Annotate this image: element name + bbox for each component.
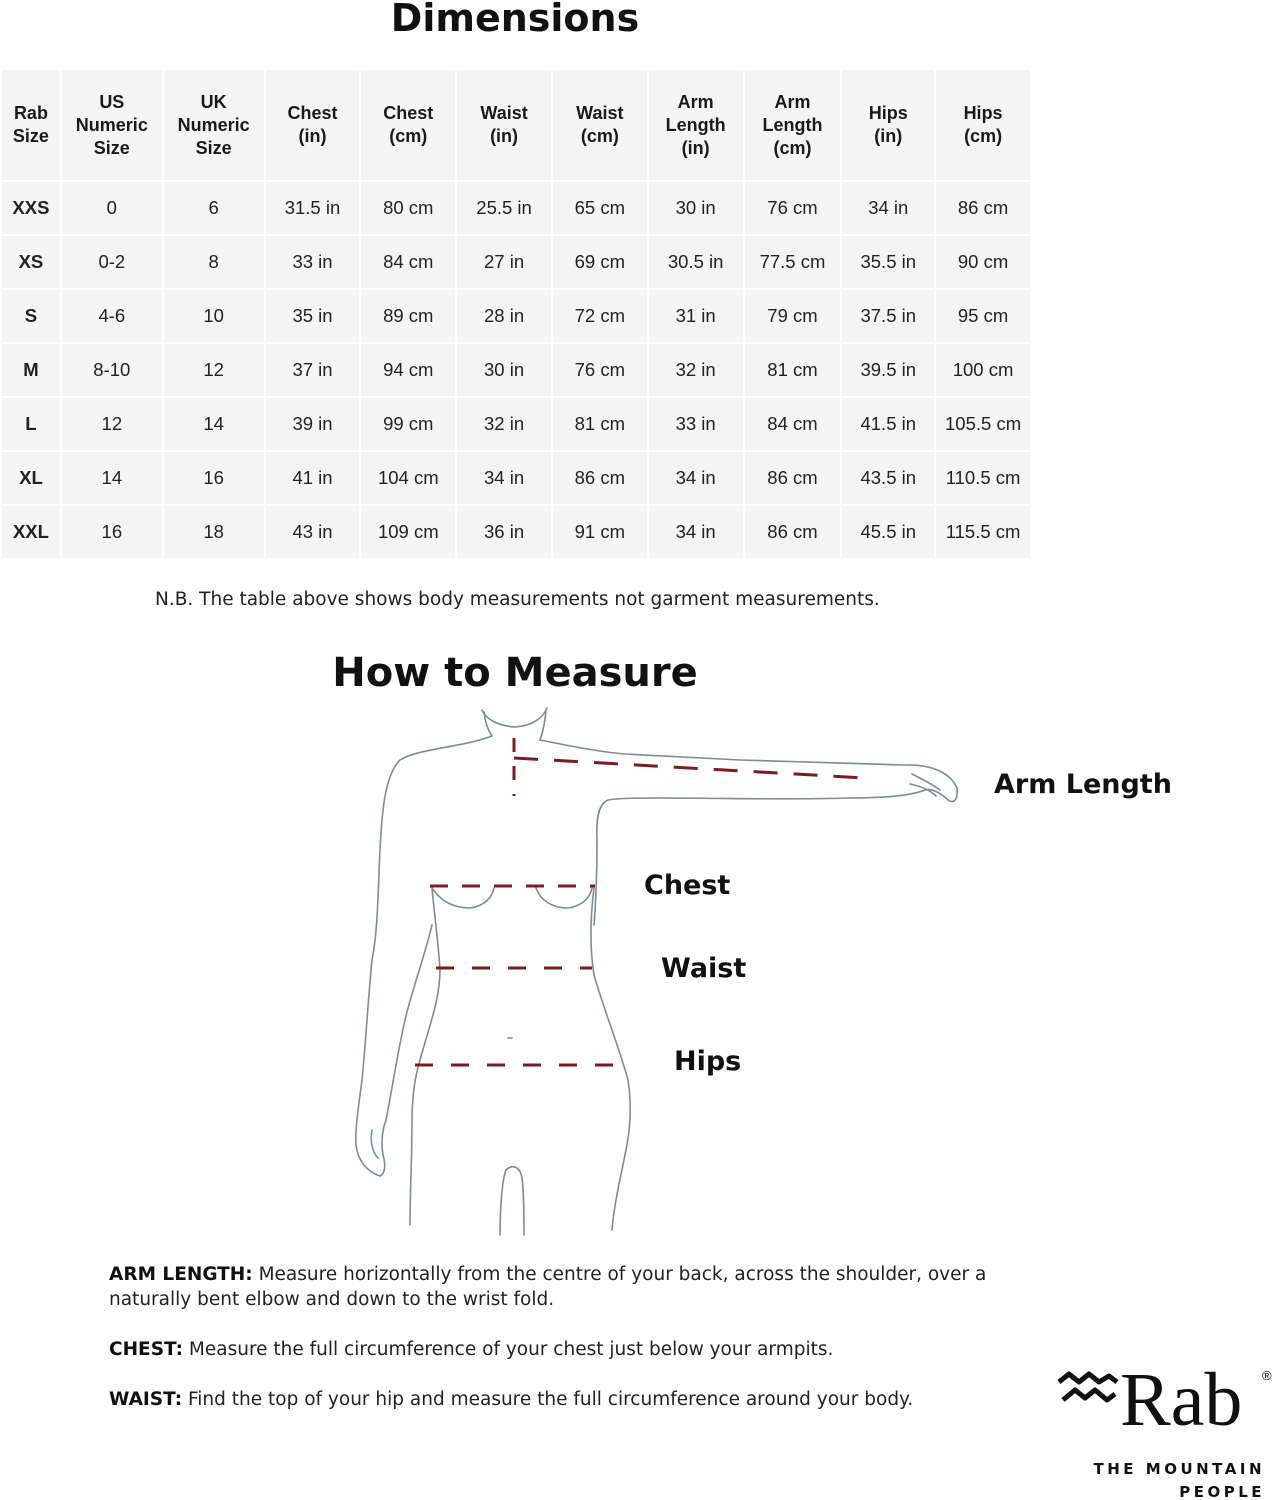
header-text: (in) — [681, 137, 710, 158]
table-cell: 43.5 in — [842, 452, 934, 504]
mountain-icon — [1059, 1374, 1117, 1382]
size-cell: XXS — [2, 182, 60, 234]
right-hand-finger1 — [912, 774, 940, 790]
measure-lines — [415, 738, 865, 1065]
header-text: Waist — [576, 103, 624, 123]
instruction-term: ARM LENGTH: — [109, 1264, 253, 1285]
table-cell: 31.5 in — [266, 182, 360, 234]
header-text: (in) — [490, 126, 519, 146]
instruction-text: Measure the full circumference of your chest just below your armpits. — [183, 1339, 834, 1360]
tagline-line-1: THE MOUNTAIN — [1093, 1460, 1265, 1478]
header-text: (in) — [874, 126, 903, 146]
measurement-note: N.B. The table above shows body measurements not garment measurements. — [155, 589, 880, 610]
table-cell: 12 — [164, 344, 264, 396]
column-header — [62, 70, 162, 180]
table-cell: 41.5 in — [842, 398, 934, 450]
table-cell: 35.5 in — [842, 236, 934, 288]
header-text: (in) — [298, 126, 327, 146]
inner-legs — [500, 1167, 524, 1235]
table-cell: 16 — [164, 452, 264, 504]
table-cell: 16 — [62, 506, 162, 558]
table-cell: 10 — [164, 290, 264, 342]
table-cell: 45.5 in — [842, 506, 934, 558]
table-cell: 104 cm — [361, 452, 455, 504]
table-cell: 8 — [164, 236, 264, 288]
brand-tagline — [1079, 1458, 1265, 1500]
header-text: Hips — [868, 103, 908, 123]
tagline-line-2: PEOPLE — [1179, 1483, 1265, 1500]
column-header — [745, 70, 841, 180]
header-text: Waist — [480, 103, 528, 123]
page-title: Dimensions — [390, 0, 640, 40]
table-cell: 14 — [62, 452, 162, 504]
header-text: Arm — [774, 91, 811, 112]
table-cell: 76 cm — [745, 182, 841, 234]
table-cell: 30 in — [457, 344, 551, 396]
header-text: Length — [762, 114, 823, 135]
table-cell: 34 in — [649, 506, 743, 558]
table-cell: 36 in — [457, 506, 551, 558]
chest-label: Chest — [644, 870, 731, 901]
header-text: Arm — [677, 91, 714, 112]
torso-left-side — [410, 888, 440, 1225]
table-cell: 86 cm — [936, 182, 1030, 234]
table-cell: 115.5 cm — [936, 506, 1030, 558]
table-cell: 35 in — [266, 290, 360, 342]
table-row — [2, 506, 1030, 558]
mountain-icon-lower — [1063, 1390, 1115, 1400]
table-cell: 77.5 cm — [745, 236, 841, 288]
size-cell: XL — [2, 452, 60, 504]
header-text: Numeric — [177, 114, 250, 135]
instruction-term: WAIST: — [109, 1389, 183, 1410]
body-measure-figure — [0, 700, 1000, 1240]
table-row — [2, 398, 1030, 450]
table-cell: 18 — [164, 506, 264, 558]
table-cell: 28 in — [457, 290, 551, 342]
table-cell: 6 — [164, 182, 264, 234]
header-text: US — [99, 91, 125, 112]
header-text: Rab — [13, 103, 48, 123]
table-row — [2, 182, 1030, 234]
table-cell: 39 in — [266, 398, 360, 450]
table-row — [2, 452, 1030, 504]
neck-left-line — [484, 712, 492, 736]
bust-left — [432, 888, 494, 908]
hips-label: Hips — [674, 1046, 742, 1077]
table-cell: 89 cm — [361, 290, 455, 342]
right-arm-lower-outline — [594, 790, 925, 925]
column-header — [936, 70, 1030, 180]
header-text: (cm) — [773, 137, 812, 158]
column-header — [266, 70, 360, 180]
header-text: Numeric — [75, 114, 148, 135]
table-cell: 105.5 cm — [936, 398, 1030, 450]
table-cell: 86 cm — [745, 452, 841, 504]
table-cell: 30.5 in — [649, 236, 743, 288]
instruction-waist — [109, 1387, 1009, 1412]
size-cell: L — [2, 398, 60, 450]
table-cell: 4-6 — [62, 290, 162, 342]
header-text: Length — [665, 114, 726, 135]
table-cell: 72 cm — [553, 290, 647, 342]
table-cell: 27 in — [457, 236, 551, 288]
arm-length-dash — [514, 758, 865, 778]
left-arm-outline — [356, 736, 492, 1176]
header-text: (cm) — [389, 126, 428, 146]
header-text: Chest — [287, 103, 338, 123]
table-cell: 34 in — [457, 452, 551, 504]
table-cell: 33 in — [649, 398, 743, 450]
header-text: (cm) — [964, 126, 1003, 146]
table-cell: 94 cm — [361, 344, 455, 396]
table-cell: 32 in — [649, 344, 743, 396]
body-outline — [356, 708, 957, 1235]
table-cell: 84 cm — [361, 236, 455, 288]
column-header — [164, 70, 264, 180]
table-cell: 76 cm — [553, 344, 647, 396]
instruction-text: Measure horizontally from the centre of your back, across the shoulder, over a naturally bent elbow and down to the wrist fold. — [109, 1264, 987, 1310]
table-cell: 37 in — [266, 344, 360, 396]
column-header — [2, 70, 60, 180]
instruction-text: Find the top of your hip and measure the full circumference around your body. — [182, 1389, 914, 1410]
table-cell: 30 in — [649, 182, 743, 234]
size-chart-table — [0, 68, 1032, 560]
instruction-term: CHEST: — [109, 1339, 184, 1360]
column-header — [457, 70, 551, 180]
table-cell: 65 cm — [553, 182, 647, 234]
table-cell: 90 cm — [936, 236, 1030, 288]
header-text: UK — [200, 91, 227, 112]
arm-length-label: Arm Length — [994, 769, 1172, 800]
table-cell: 91 cm — [553, 506, 647, 558]
size-cell: XXL — [2, 506, 60, 558]
table-cell: 109 cm — [361, 506, 455, 558]
table-cell: 34 in — [649, 452, 743, 504]
table-cell: 86 cm — [745, 506, 841, 558]
size-cell: XS — [2, 236, 60, 288]
header-text: Chest — [383, 103, 434, 123]
table-cell: 81 cm — [745, 344, 841, 396]
column-header — [842, 70, 934, 180]
table-cell: 25.5 in — [457, 182, 551, 234]
instruction-arm-length — [109, 1262, 1009, 1312]
table-cell: 69 cm — [553, 236, 647, 288]
table-cell: 86 cm — [553, 452, 647, 504]
table-cell: 31 in — [649, 290, 743, 342]
table-body — [2, 182, 1030, 558]
table-cell: 33 in — [266, 236, 360, 288]
table-cell: 0 — [62, 182, 162, 234]
table-cell: 110.5 cm — [936, 452, 1030, 504]
table-cell: 95 cm — [936, 290, 1030, 342]
column-header — [553, 70, 647, 180]
table-cell: 41 in — [266, 452, 360, 504]
header-text: Size — [93, 137, 130, 158]
waist-label: Waist — [661, 953, 747, 984]
size-cell: M — [2, 344, 60, 396]
table-header-row — [2, 70, 1030, 180]
table-cell: 43 in — [266, 506, 360, 558]
neck-outline — [482, 708, 547, 727]
torso-right-side — [591, 888, 630, 1230]
table-cell: 32 in — [457, 398, 551, 450]
right-arm-upper-outline — [540, 740, 957, 802]
how-to-measure-title: How to Measure — [332, 650, 698, 696]
table-cell: 12 — [62, 398, 162, 450]
measure-instructions — [109, 1262, 1009, 1437]
table-cell: 81 cm — [553, 398, 647, 450]
header-text: (cm) — [580, 126, 619, 146]
left-thumb — [371, 1130, 378, 1158]
brand-name: Rab — [1120, 1358, 1243, 1442]
table-cell: 8-10 — [62, 344, 162, 396]
header-text: Size — [195, 137, 232, 158]
table-cell: 84 cm — [745, 398, 841, 450]
header-text: Size — [12, 126, 49, 146]
bust-right — [536, 888, 592, 908]
table-row — [2, 290, 1030, 342]
size-cell: S — [2, 290, 60, 342]
table-cell: 14 — [164, 398, 264, 450]
registered-mark: ® — [1262, 1368, 1272, 1383]
column-header — [649, 70, 743, 180]
table-cell: 34 in — [842, 182, 934, 234]
column-header — [361, 70, 455, 180]
table-row — [2, 344, 1030, 396]
header-text: Hips — [963, 103, 1003, 123]
table-cell: 39.5 in — [842, 344, 934, 396]
table-cell: 80 cm — [361, 182, 455, 234]
table-cell: 99 cm — [361, 398, 455, 450]
instruction-chest — [109, 1337, 1009, 1362]
table-cell: 0-2 — [62, 236, 162, 288]
table-cell: 37.5 in — [842, 290, 934, 342]
table-cell: 100 cm — [936, 344, 1030, 396]
table-cell: 79 cm — [745, 290, 841, 342]
table-row — [2, 236, 1030, 288]
